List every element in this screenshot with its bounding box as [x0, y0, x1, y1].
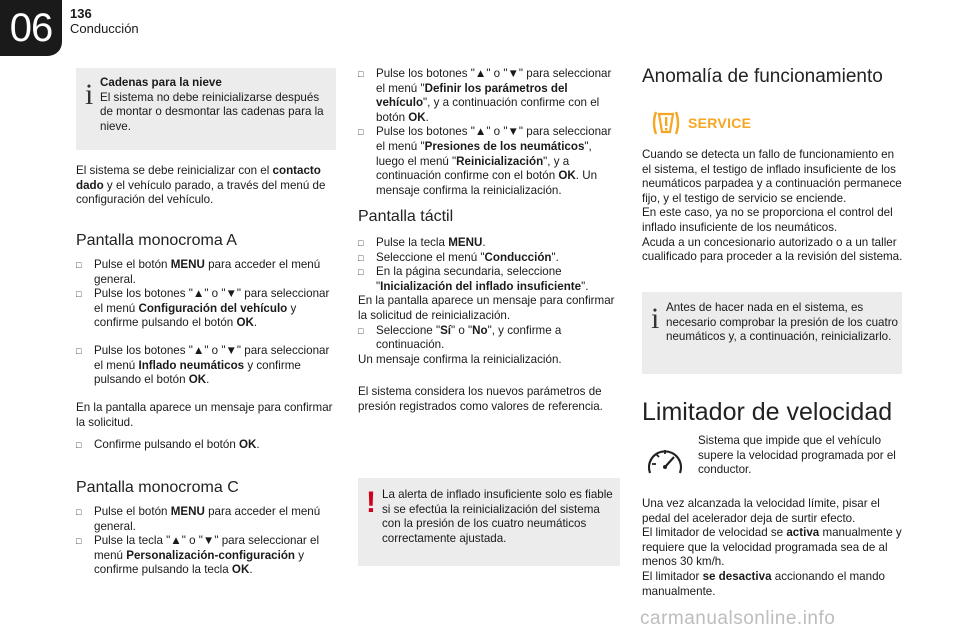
list-item: □ Pulse los botones "▲" o "▼" para seleccionar el menú "Definir los parámetros del vehículo", y a continuación confirme con el botón OK.	[358, 67, 620, 125]
heading-touch-screen: Pantalla táctil	[358, 208, 454, 225]
touch-confirm-text: En la pantalla aparece un mensaje para confirmar la solicitud de reinicialización.	[358, 294, 615, 322]
confirm-message-text: En la pantalla aparece un mensaje para confirmar la solicitud.	[76, 401, 333, 429]
section-title: Conducción	[70, 21, 139, 36]
list-item: □ Pulse el botón MENU para acceder el menú general.	[76, 505, 338, 534]
list-item: □ Pulse el botón MENU para acceder el menú general.	[76, 258, 338, 287]
heading-speed-limiter: Limitador de velocidad	[642, 398, 893, 426]
list-item: □ Pulse los botones "▲" o "▼" para seleccionar el menú "Presiones de los neumáticos", luego el menú "Reinicialización", y a continuación confirme con el botón OK. Un mensaje confirma la reinicialización.	[358, 125, 620, 198]
heading-mono-a: Pantalla monocroma A	[76, 232, 237, 249]
note-text: El sistema no debe reinicializarse después de montar o desmontar las cadenas para la nieve.	[100, 90, 324, 133]
malfunction-text: Cuando se detecta un fallo de funcionamiento en el sistema, el testigo de inflado insuficiente de los neumáticos parpadea y a continuación permanece fijo, y el testigo de servicio se enciende. En este caso, ya no se proporciona el control del inflado insuficiente de los neumáticos. Acuda a un concesionario autorizado o a un taller cualificado para proceder a la revisión del sistema.	[642, 148, 903, 264]
heading-malfunction: Anomalía de funcionamiento	[642, 66, 883, 87]
list-item: □ En la página secundaria, seleccione "Inicialización del inflado insuficiente".	[358, 265, 620, 294]
speedometer-icon	[644, 445, 688, 481]
reference-values-text: El sistema considera los nuevos parámetros de presión registrados como valores de referencia.	[358, 385, 603, 413]
warning-text: La alerta de inflado insuficiente solo es fiable si se efectúa la reinicialización del sistema con la presión de los cuatro neumáticos correctamente ajustada.	[382, 488, 613, 545]
list-item: □ Seleccione "Sí" o "No", y confirme a continuación.	[358, 324, 620, 353]
note-title: Cadenas para la nieve	[100, 76, 222, 89]
list-item: □ Pulse la tecla MENU.	[358, 236, 620, 251]
page-number: 136	[70, 6, 92, 21]
limiter-text-3: El limitador se desactiva accionando el mando manualmente.	[642, 569, 885, 598]
touch-done-text: Un mensaje confirma la reinicialización.	[358, 352, 562, 366]
list-item: □ Confirme pulsando el botón OK.	[76, 438, 338, 453]
warning-icon: !	[366, 486, 376, 519]
watermark: carmanualsonline.info	[640, 608, 836, 629]
heading-mono-c: Pantalla monocroma C	[76, 479, 239, 496]
chapter-tab: 06	[0, 0, 62, 56]
limiter-text-2: El limitador de velocidad se activa manualmente y requiere que la velocidad programada sea de al menos 30 km/h.	[642, 526, 902, 569]
warning-box	[358, 478, 620, 566]
info-box	[642, 292, 902, 374]
limiter-text-1: Una vez alcanzada la velocidad límite, pisar el pedal del acelerador deja de surtir efecto.	[642, 497, 880, 525]
info-text: Antes de hacer nada en el sistema, es necesario comprobar la presión de los cuatro neumáticos y, a continuación, reinicializarlo.	[666, 301, 898, 344]
info-icon: i	[85, 78, 94, 111]
list-item: □ Pulse los botones "▲" o "▼" para seleccionar el menú Inflado neumáticos y confirme pulsando el botón OK.	[76, 344, 338, 388]
limiter-description: Sistema que impide que el vehículo supere la velocidad programada por el conductor.	[698, 434, 896, 477]
intro-paragraph: El sistema se debe reinicializar con el contacto dado y el vehículo parado, a través del menú de configuración del vehículo.	[76, 164, 326, 207]
list-item: □ Seleccione el menú "Conducción".	[358, 251, 620, 266]
snow-chains-note	[76, 68, 336, 150]
list-item: □ Pulse la tecla "▲" o "▼" para seleccionar el menú Personalización-configuración y confirme pulsando la tecla OK.	[76, 534, 338, 578]
service-warning-icon	[650, 108, 752, 138]
info-icon: i	[651, 302, 660, 335]
service-label: SERVICE	[688, 115, 752, 131]
list-item: □ Pulse los botones "▲" o "▼" para seleccionar el menú Configuración del vehículo y confirme pulsando el botón OK.	[76, 287, 338, 331]
